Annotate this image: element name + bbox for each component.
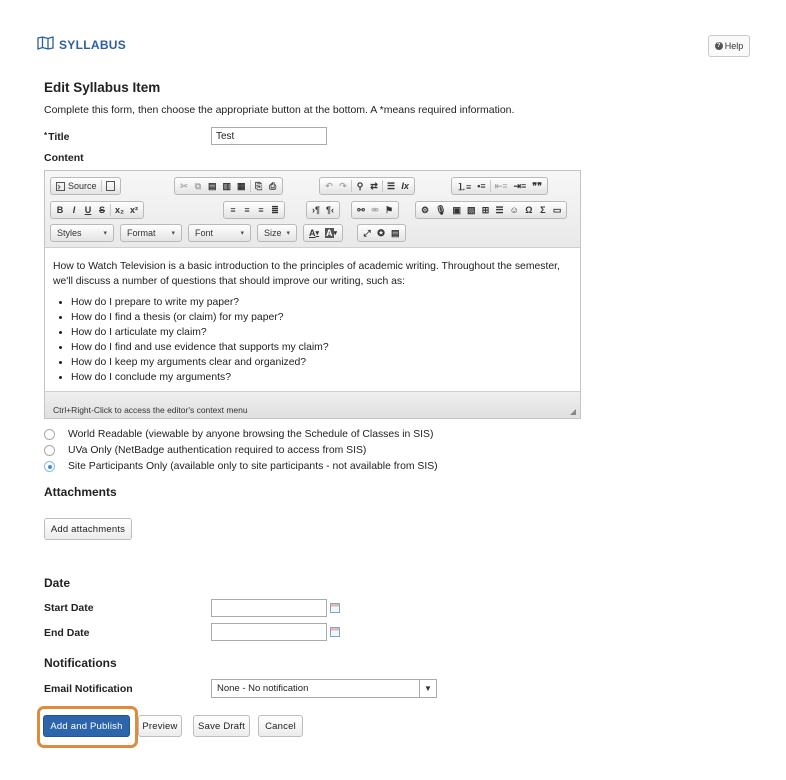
radio-world-readable[interactable] — [44, 429, 433, 440]
styles-combo-label: Styles — [57, 228, 82, 238]
question-icon: ? — [715, 42, 723, 50]
redo-button[interactable] — [336, 178, 350, 194]
toolbar-separator — [382, 180, 383, 192]
page-title: Edit Syllabus Item — [44, 80, 161, 95]
toolbar-separator — [250, 180, 251, 192]
numbered-list-icon: ⒈≡ — [457, 181, 472, 192]
save-draft-button[interactable]: Save Draft — [193, 715, 250, 737]
toolbar-group-bidi — [306, 201, 340, 219]
print-button[interactable] — [266, 178, 280, 194]
paste-button[interactable] — [205, 178, 220, 194]
toolbar-separator — [110, 204, 111, 216]
source-label: Source — [68, 181, 97, 191]
scissors-icon: ✂ — [180, 180, 188, 191]
clipboard-icon: ▤ — [208, 180, 217, 191]
chevron-down-icon: ▾ — [315, 230, 320, 237]
maximize-button[interactable] — [360, 225, 374, 241]
templates-button[interactable] — [103, 178, 118, 194]
attachments-heading: Attachments — [44, 485, 117, 499]
remove-format-icon: Ix — [401, 181, 409, 191]
horizontal-rule-button[interactable] — [493, 202, 507, 218]
radio-label: World Readable (viewable by anyone browsing the Schedule of Classes in SIS) — [68, 429, 434, 440]
list-item: • How do I keep my arguments clear and organized? — [71, 355, 572, 370]
title-label-text: Title — [48, 131, 70, 143]
undo-icon: ↶ — [325, 180, 333, 191]
microphone-icon: 🎙︎ — [435, 204, 447, 215]
align-left-button[interactable] — [226, 202, 240, 218]
unlink-button[interactable] — [368, 202, 382, 218]
font-combo[interactable] — [188, 224, 251, 242]
select-all-button[interactable] — [384, 178, 398, 194]
list-item: • How do I find a thesis (or claim) for my paper? — [71, 310, 572, 325]
iframe-button[interactable] — [550, 202, 565, 218]
email-notification-label: Email Notification — [44, 683, 133, 695]
font-combo-label: Font — [195, 228, 214, 238]
audio-button[interactable] — [432, 202, 449, 218]
list-item: • How do I conclude my arguments? — [71, 370, 572, 385]
table-icon: ⊞ — [481, 204, 490, 215]
link-button[interactable] — [354, 202, 368, 218]
start-date-input[interactable] — [211, 599, 327, 617]
list-item: • How do I find and use evidence that supports my claim? — [71, 340, 572, 355]
redo-icon: ↷ — [339, 180, 347, 191]
chevron-down-icon: ▾ — [240, 230, 244, 237]
align-right-button[interactable] — [254, 202, 268, 218]
math-button[interactable] — [536, 202, 550, 218]
preview-icon: ⎘ — [254, 180, 263, 191]
text-color-label: A — [309, 228, 316, 238]
bg-color-button[interactable] — [322, 225, 340, 241]
map-icon — [37, 36, 54, 53]
title-input[interactable] — [211, 127, 327, 145]
flash-button[interactable] — [464, 202, 479, 218]
clipboard-word-icon: ▦ — [237, 180, 246, 191]
replace-icon: ⇄ — [370, 180, 378, 191]
cancel-button[interactable]: Cancel — [258, 715, 303, 737]
radio-label: UVa Only (NetBadge authentication required to access from SIS) — [68, 445, 367, 456]
chevron-down-icon: ▼ — [419, 680, 436, 697]
strikethrough-button[interactable]: S — [98, 205, 105, 215]
format-combo[interactable] — [120, 224, 182, 242]
copy-icon: ⧉ — [194, 180, 202, 191]
radio-button-selected[interactable] — [44, 461, 55, 472]
bulleted-list-icon: •≡ — [477, 181, 486, 191]
content-label: Content — [44, 152, 84, 164]
copy-button[interactable] — [191, 178, 205, 194]
radio-label: Site Participants Only (available only to site participants - not available from SIS) — [68, 461, 438, 472]
image-button[interactable] — [450, 202, 465, 218]
syllabus-brand — [37, 36, 126, 53]
maximize-icon: ⤢ — [363, 227, 371, 238]
add-and-publish-button[interactable]: Add and Publish — [43, 715, 130, 737]
anchor-button[interactable] — [382, 202, 396, 218]
bold-button[interactable]: B — [56, 205, 64, 215]
size-combo-label: Size — [264, 228, 282, 238]
toolbar-group-tools — [357, 224, 406, 242]
content-paragraph: How to Watch Television is a basic introduction to the principles of academic writing. Throughout the semester, we'll discuss a number of questions that should improve our writing, such as: — [53, 261, 560, 287]
align-left-icon: ≡ — [230, 205, 236, 215]
toolbar-group-lists — [451, 177, 548, 195]
search-icon: ⚲ — [356, 180, 364, 191]
document-icon — [106, 181, 115, 191]
start-date-label: Start Date — [44, 602, 94, 614]
special-char-button[interactable] — [522, 202, 536, 218]
show-blocks-icon: ▤ — [391, 227, 400, 238]
chevron-down-icon: ▾ — [286, 230, 290, 237]
toolbar-group-clipboard — [174, 177, 283, 195]
calendar-icon[interactable] — [330, 603, 340, 613]
form-instructions: Complete this form, then choose the appropriate button at the bottom. A *means required information. — [44, 104, 515, 116]
toolbar-group-align — [223, 201, 285, 219]
outdent-icon: ⇤≡ — [494, 180, 508, 191]
rich-text-editor — [44, 170, 581, 419]
toolbar-group-document — [50, 177, 121, 195]
size-combo[interactable] — [257, 224, 297, 242]
flash-icon: ▧ — [467, 204, 476, 215]
toolbar-separator — [490, 180, 491, 192]
content-bullet-list — [53, 295, 572, 385]
brand-title: SYLLABUS — [59, 37, 127, 52]
radio-button[interactable] — [44, 445, 55, 456]
toolbar-group-basicstyles — [50, 201, 144, 219]
accessibility-icon: ✪ — [377, 227, 385, 238]
justify-icon: ≣ — [271, 204, 279, 215]
printer-icon: ⎙ — [268, 180, 277, 191]
indent-button[interactable] — [510, 178, 529, 194]
rtl-icon: ¶‹ — [326, 205, 335, 215]
gear-icon: ⚙ — [421, 204, 430, 215]
smiley-icon: ☺ — [509, 205, 519, 215]
help-button[interactable] — [708, 35, 750, 57]
required-mark: * — [44, 131, 48, 140]
bulleted-list-button[interactable] — [474, 178, 488, 194]
radio-uva-only[interactable] — [44, 445, 366, 456]
horizontal-rule-icon: ☰ — [495, 204, 504, 215]
table-button[interactable] — [479, 202, 493, 218]
align-center-icon: ≡ — [244, 205, 250, 215]
notifications-heading: Notifications — [44, 656, 117, 670]
end-date-label: End Date — [44, 627, 90, 639]
toolbar-group-colors — [303, 224, 343, 242]
align-right-icon: ≡ — [258, 205, 264, 215]
unlink-icon: ⚮ — [371, 204, 379, 215]
format-combo-label: Format — [127, 228, 156, 238]
radio-button[interactable] — [44, 429, 55, 440]
clipboard-text-icon: ▥ — [222, 180, 232, 191]
list-item: • How do I articulate my claim? — [71, 325, 572, 340]
align-center-button[interactable] — [240, 202, 254, 218]
replace-button[interactable] — [367, 178, 381, 194]
calendar-icon[interactable] — [330, 627, 340, 637]
toolbar-group-links — [351, 201, 399, 219]
chevron-down-icon: ▾ — [171, 230, 175, 237]
help-label: Help — [724, 41, 744, 51]
superscript-button[interactable]: x² — [130, 205, 139, 215]
ltr-icon: ›¶ — [312, 205, 321, 215]
find-button[interactable] — [353, 178, 367, 194]
smiley-button[interactable] — [507, 202, 522, 218]
editor-status-text: Ctrl+Right-Click to access the editor's context menu — [53, 405, 248, 415]
justify-button[interactable] — [268, 202, 282, 218]
numbered-list-button[interactable] — [454, 178, 474, 194]
underline-button[interactable]: U — [84, 205, 92, 215]
italic-button[interactable]: I — [72, 205, 76, 215]
styles-combo[interactable] — [50, 224, 114, 242]
toolbar-group-insert — [415, 201, 567, 219]
title-label — [44, 131, 70, 143]
end-date-input[interactable] — [211, 623, 327, 641]
subscript-button[interactable]: x₂ — [115, 205, 125, 215]
indent-icon: ⇥≡ — [513, 180, 527, 191]
flag-icon: ⚑ — [385, 204, 394, 215]
accessibility-button[interactable] — [374, 225, 388, 241]
ltr-button[interactable] — [309, 202, 323, 218]
email-notification-select[interactable] — [211, 679, 437, 698]
editor-content[interactable] — [45, 249, 580, 391]
rtl-button[interactable] — [323, 202, 337, 218]
cut-button[interactable] — [177, 178, 191, 194]
bg-color-label: A — [326, 228, 333, 238]
blockquote-button[interactable] — [529, 178, 545, 194]
image-icon: ▣ — [452, 204, 462, 215]
sigma-icon: Σ — [540, 205, 546, 215]
add-attachments-button[interactable]: Add attachments — [44, 518, 132, 540]
source-button[interactable] — [53, 178, 100, 194]
toolbar-separator — [101, 180, 102, 192]
preview-button[interactable]: Preview — [138, 715, 182, 737]
media-button[interactable] — [418, 202, 432, 218]
show-blocks-button[interactable] — [388, 225, 403, 241]
toolbar-group-editing — [319, 177, 415, 195]
date-heading: Date — [44, 576, 71, 590]
paste-text-button[interactable] — [220, 178, 235, 194]
blockquote-icon: ❞❞ — [532, 180, 542, 191]
text-color-button[interactable] — [306, 225, 322, 241]
source-icon — [56, 182, 65, 191]
paste-word-button[interactable] — [234, 178, 249, 194]
chevron-down-icon: ▾ — [333, 230, 338, 237]
toolbar-separator — [351, 180, 352, 192]
link-icon: ⚯ — [357, 204, 365, 215]
omega-icon: Ω — [525, 205, 533, 215]
remove-format-button[interactable] — [398, 178, 412, 194]
iframe-icon: ▭ — [552, 204, 562, 215]
editor-toolbar — [45, 171, 580, 248]
resize-handle-icon[interactable] — [570, 409, 576, 415]
editor-status-bar — [45, 391, 580, 418]
outdent-button[interactable] — [492, 178, 511, 194]
preview-button[interactable] — [252, 178, 266, 194]
email-notification-value: None - No notification — [217, 683, 309, 694]
select-all-icon: ☰ — [387, 180, 396, 191]
radio-site-participants[interactable] — [44, 461, 438, 472]
chevron-down-icon: ▾ — [103, 230, 107, 237]
undo-button[interactable] — [322, 178, 336, 194]
list-item: • How do I prepare to write my paper? — [71, 295, 572, 310]
